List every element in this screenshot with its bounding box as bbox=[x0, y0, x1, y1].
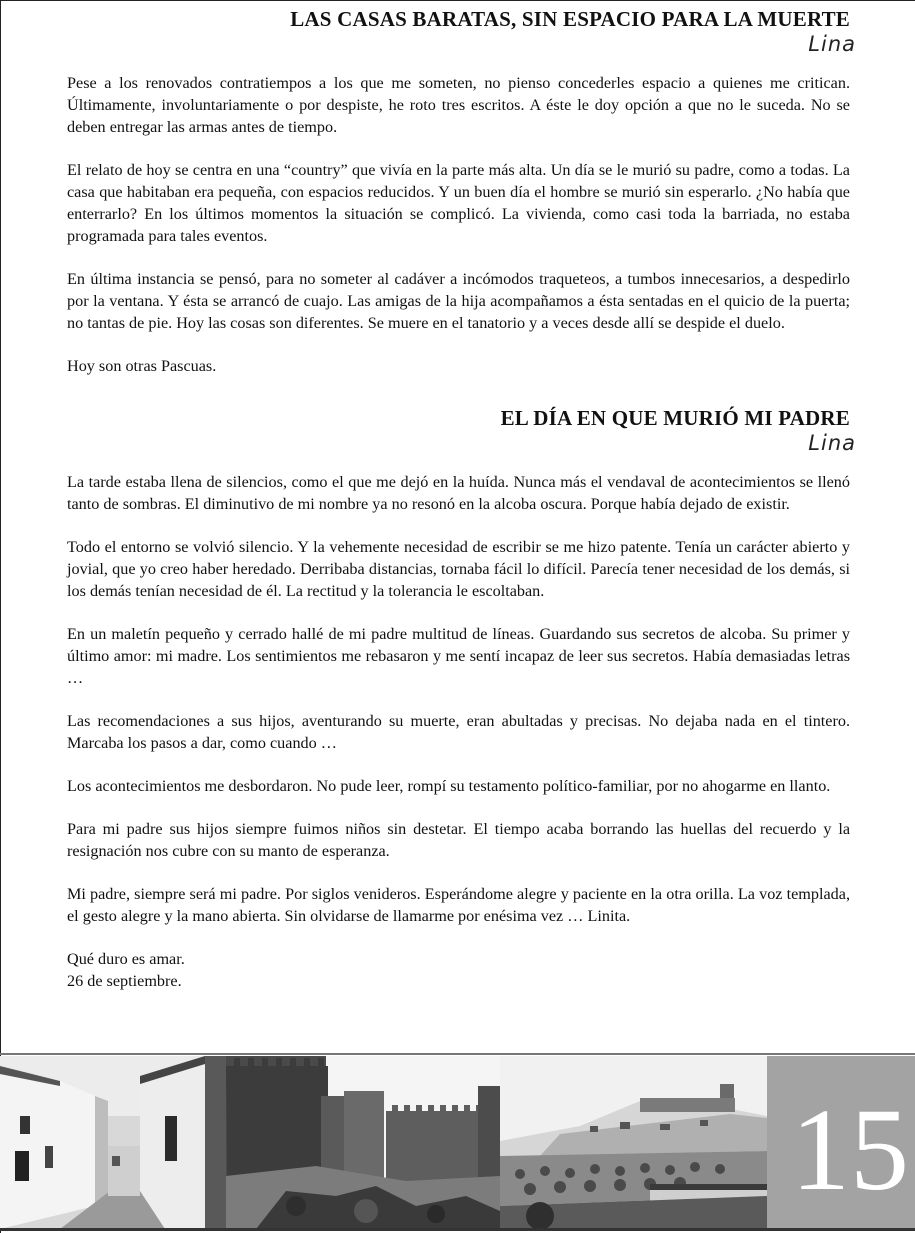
paragraph: Pese a los renovados contratiempos a los que me someten, no pienso concederles espacio a quienes me critican. Últimamente, involuntariamente o por despiste, he roto tres escritos. A éste le doy opción a que no le suceda. No se deben entregar las armas antes de tiempo. bbox=[67, 74, 850, 136]
paragraph: En un maletín pequeño y cerrado hallé de mi padre multitud de líneas. Guardando sus secretos de alcoba. Su primer y último amor: mi madre. Los sentimientos me rebasaron y me sentí incapaz de leer sus secretos. Había demasiadas letras … bbox=[67, 625, 850, 687]
closing-line: Qué duro es amar. bbox=[67, 950, 185, 968]
paragraph: En última instancia se pensó, para no someter al cadáver a incómodos traqueteos, a tumbos innecesarios, a despedirlo por la ventana. Y ésta se arrancó de cuajo. Las amigas de la hija acompañamos a ésta sentadas en el quicio de la puerta; no tantas de pie. Hoy las cosas son diferentes. Se muere en el tanatorio y a veces desde allí se despide el duelo. bbox=[67, 270, 850, 332]
paragraph: Mi padre, siempre será mi padre. Por siglos venideros. Esperándome alegre y paciente en la otra orilla. La voz templada, el gesto alegre y la mano abierta. Sin olvidarse de llamarme por enésima vez … Linita. bbox=[67, 885, 850, 925]
page-number-box bbox=[767, 1056, 915, 1229]
street-photo bbox=[0, 1056, 226, 1229]
paragraph: Los acontecimientos me desbordaron. No pude leer, rompí su testamento político-familiar, por no ahogarme en llanto. bbox=[67, 777, 831, 795]
footer-photo-strip bbox=[0, 1053, 915, 1231]
footer-bottom-border bbox=[0, 1228, 915, 1231]
date-line: 26 de septiembre. bbox=[67, 972, 182, 990]
paragraph: Para mi padre sus hijos siempre fuimos niños sin destetar. El tiempo acaba borrando las huellas del recuerdo y la resignación nos cubre con su manto de esperanza. bbox=[67, 820, 850, 860]
castle-wall-photo bbox=[226, 1056, 500, 1229]
article-title: LAS CASAS BARATAS, SIN ESPACIO PARA LA MUERTE bbox=[290, 7, 850, 31]
footer-divider bbox=[0, 1053, 915, 1055]
paragraph: Todo el entorno se volvió silencio. Y la vehemente necesidad de escribir se me hizo patente. Tenía un carácter abierto y jovial, que yo creo haber heredado. Derribaba distancias, tornaba fácil lo difícil. Parecía tener necesidad de los demás, si los demás tenían necesidad de él. La rectitud y la tolerancia le escoltaban. bbox=[67, 538, 850, 600]
paragraph: El relato de hoy se centra en una “country” que vivía en la parte más alta. Un día se le murió su padre, como a todas. La casa que habitaban era pequeña, con espacios reducidos. Y un buen día el hombre se murió sin esperarlo. ¿No había que enterrarlo? En los últimos momentos la situación se complicó. La vivienda, como casi toda la barriada, no estaba programada para tales eventos. bbox=[67, 161, 850, 245]
article-dia-murio-padre bbox=[67, 405, 856, 992]
hilltop-town-photo bbox=[500, 1056, 767, 1229]
article-author: Lina bbox=[808, 431, 856, 455]
article-author: Lina bbox=[808, 32, 856, 56]
page-number: 15 bbox=[791, 1084, 909, 1215]
left-border bbox=[0, 0, 1, 1233]
article-casas-baratas bbox=[67, 6, 856, 398]
paragraph: Hoy son otras Pascuas. bbox=[67, 357, 217, 375]
paragraph: La tarde estaba llena de silencios, como el que me dejó en la huída. Nunca más el vendaval de acontecimientos se llenó tanto de sombras. El diminutivo de mi nombre ya no resonó en la alcoba oscura. Porque había dejado de existir. bbox=[67, 473, 850, 513]
article-title: EL DÍA EN QUE MURIÓ MI PADRE bbox=[500, 406, 850, 430]
top-border bbox=[0, 0, 915, 1]
paragraph: Las recomendaciones a sus hijos, aventurando su muerte, eran abultadas y precisas. No dejaba nada en el tintero. Marcaba los pasos a dar, como cuando … bbox=[67, 712, 850, 752]
